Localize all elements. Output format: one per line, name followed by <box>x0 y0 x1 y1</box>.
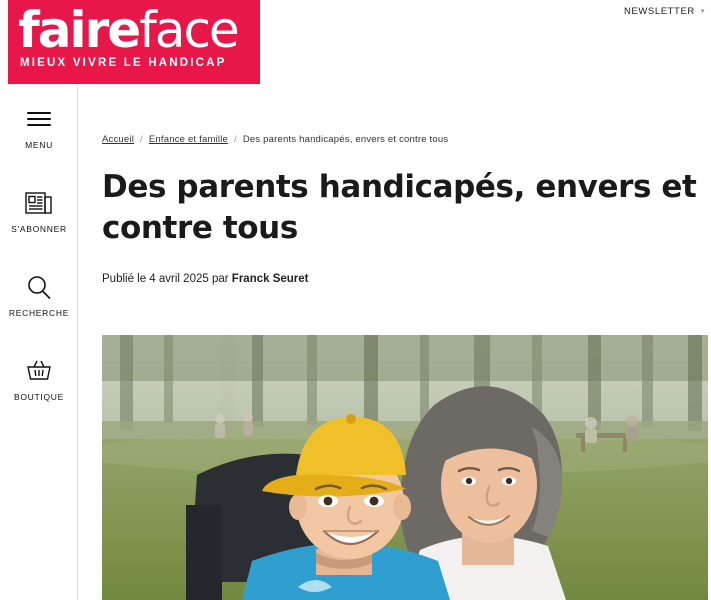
sidebar-item-subscribe[interactable] <box>0 188 78 234</box>
sidebar-item-subscribe-label: S'ABONNER <box>11 224 67 234</box>
published-date: Publié le 4 avril 2025 par <box>102 273 229 286</box>
breadcrumb-link-section[interactable]: Enfance et famille <box>148 134 228 145</box>
basket-icon <box>0 356 78 386</box>
article-hero-image <box>102 335 711 600</box>
breadcrumb-separator-1: / <box>140 134 143 145</box>
breadcrumb <box>102 134 711 145</box>
sidebar-item-shop-label: BOUTIQUE <box>14 392 64 402</box>
sidebar-item-search[interactable] <box>0 272 78 318</box>
top-bar-right <box>624 6 705 17</box>
newsletter-link[interactable]: NEWSLETTER <box>623 6 695 17</box>
page-title: Des parents handicapés, envers et contre tous <box>102 169 697 247</box>
logo-word-part1: faire <box>18 1 140 59</box>
breadcrumb-link-home[interactable]: Accueil <box>102 134 135 145</box>
top-bar <box>0 0 711 86</box>
breadcrumb-current: Des parents handicapés, envers et contre tous <box>242 134 449 145</box>
sidebar-item-shop[interactable] <box>0 356 78 402</box>
left-sidebar <box>0 86 78 600</box>
hamburger-icon <box>0 104 78 134</box>
newspaper-icon <box>0 188 78 218</box>
logo-tagline: MIEUX VIVRE LE HANDICAP <box>20 57 227 69</box>
breadcrumb-separator-2: / <box>234 134 237 145</box>
sidebar-item-menu-label: MENU <box>25 140 53 150</box>
search-icon <box>0 272 78 302</box>
article-byline <box>102 273 711 285</box>
site-logo[interactable] <box>8 0 260 84</box>
logo-word-part2: face <box>139 1 238 59</box>
sidebar-item-menu[interactable] <box>0 104 78 150</box>
logo-wordmark <box>14 1 254 59</box>
sidebar-item-search-label: RECHERCHE <box>8 308 70 318</box>
article-author[interactable]: Franck Seuret <box>231 273 309 286</box>
chevron-down-icon[interactable]: ▾ <box>700 7 705 15</box>
